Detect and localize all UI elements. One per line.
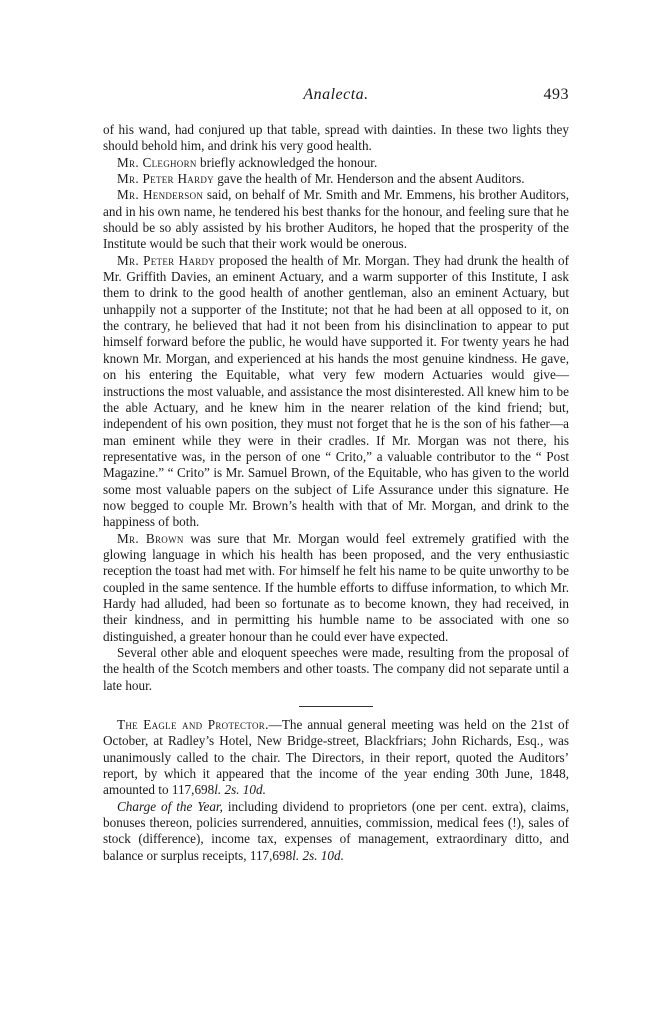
paragraph-brown [103,531,569,645]
speaker-name: Mr. Brown [117,530,184,546]
paragraph-hardy-auditors [103,171,569,187]
running-title: Analecta. [303,86,369,103]
paragraph-cleghorn [103,155,569,171]
paragraph-closing: Several other able and eloquent speeches were made, resulting from the proposal of the health of the Scotch members and other toasts. The company did not separate until a late hour. [103,645,569,693]
paragraph-text: briefly acknowledged the honour. [196,154,378,170]
section-divider [299,706,373,707]
speaker-name: Mr. Henderson [117,187,204,203]
currency-units: l. 2s. 10d. [214,782,266,798]
speaker-name: Mr. Cleghorn [117,154,197,170]
page-body [103,122,569,864]
currency-units: l. 2s. 10d. [292,847,344,863]
paragraph-charge-of-year [103,799,569,864]
paragraph-text: including dividend to proprietors (one per cent. extra), claims, bonuses thereon, policies surrendered, annuities, commission, medical fees (!), sales of stock (difference), income tax, expenses of management, extraordinary ditto, and balance or surplus receipts, 117,698 [103,798,569,863]
section-heading: The Eagle and Protector. [117,717,269,733]
paragraph-text: gave the health of Mr. Henderson and the absent Auditors. [213,171,525,187]
paragraph-hardy-morgan [103,253,569,531]
page-number: 493 [543,86,569,103]
page-header [103,86,569,108]
speaker-name: Mr. Peter Hardy [117,171,214,187]
speaker-name: Mr. Peter Hardy [117,252,216,268]
subsection-heading: Charge of the Year, [117,798,223,814]
paragraph-text: proposed the health of Mr. Morgan. They had drunk the health of Mr. Griffith Davies, an eminent Actuary, and a warm supporter of this Institute, I ask them to drink to the good health of another gentleman, also an eminent Actuary, but unhappily not a supporter of the Institute; not that he had been at all opposed to it, on the contrary, he believed that had it not been from his disinclination to appear to put himself forward before the public, he would have supported it. For twenty years he had known Mr. Morgan, and experienced at his hands the most genuine kindness. He gave, on his entering the Equitable, what very few modern Actuaries would give—instructions the most valuable, and assistance the most disinterested. All knew him to be the able Actuary, and he knew him in the nearer relation of the kind friend; but, independent of his own position, they must not forget that he is the son of his father—a man eminent while they were in their cradles. If Mr. Morgan was not there, his representative was, in the person of one “ Crito,” a valuable contributor to the “ Post Magazine.” “ Crito” is Mr. Samuel Brown, of the Equitable, who has given to the world some most valuable papers on the subject of Life Assurance under this signature. He now begged to couple Mr. Brown’s health with that of Mr. Morgan, and drink to the happiness of both. [103,252,569,530]
paragraph-continuation: of his wand, had conjured up that table, spread with dainties. In these two lights they should behold him, and drink his very good health. [103,122,569,154]
paragraph-text: said, on behalf of Mr. Smith and Mr. Emmens, his brother Auditors, and in his own name, he tendered his best thanks for the honour, and feeling sure that he should be so ably assisted by his brother Auditors, he hoped that the prosperity of the Institute would be such that their work would be onerous. [103,187,569,252]
paragraph-text: —The annual general meeting was held on the 21st of October, at Radley’s Hotel, New Bridge-street, Blackfriars; John Richards, Esq., was unanimously called to the chair. The Directors, in their report, quoted the Auditors’ report, by which it appeared that the income of the year ending 30th June, 1848, amounted to 117,698 [103,717,569,798]
paragraph-eagle-protector [103,717,569,799]
paragraph-henderson [103,187,569,252]
paragraph-text: was sure that Mr. Morgan would feel extremely gratified with the glowing language in which his health has been proposed, and the very enthusiastic reception the toast had met with. For himself he felt his name to be quite unworthy to be coupled in the same sentence. If the humble efforts to diffuse information, to which Mr. Hardy had alluded, had been so fortunate as to become known, they had received, in their kindness, and in permitting his humble name to be associated with one so distinguished, a greater honour than he could ever have expected. [103,530,569,644]
